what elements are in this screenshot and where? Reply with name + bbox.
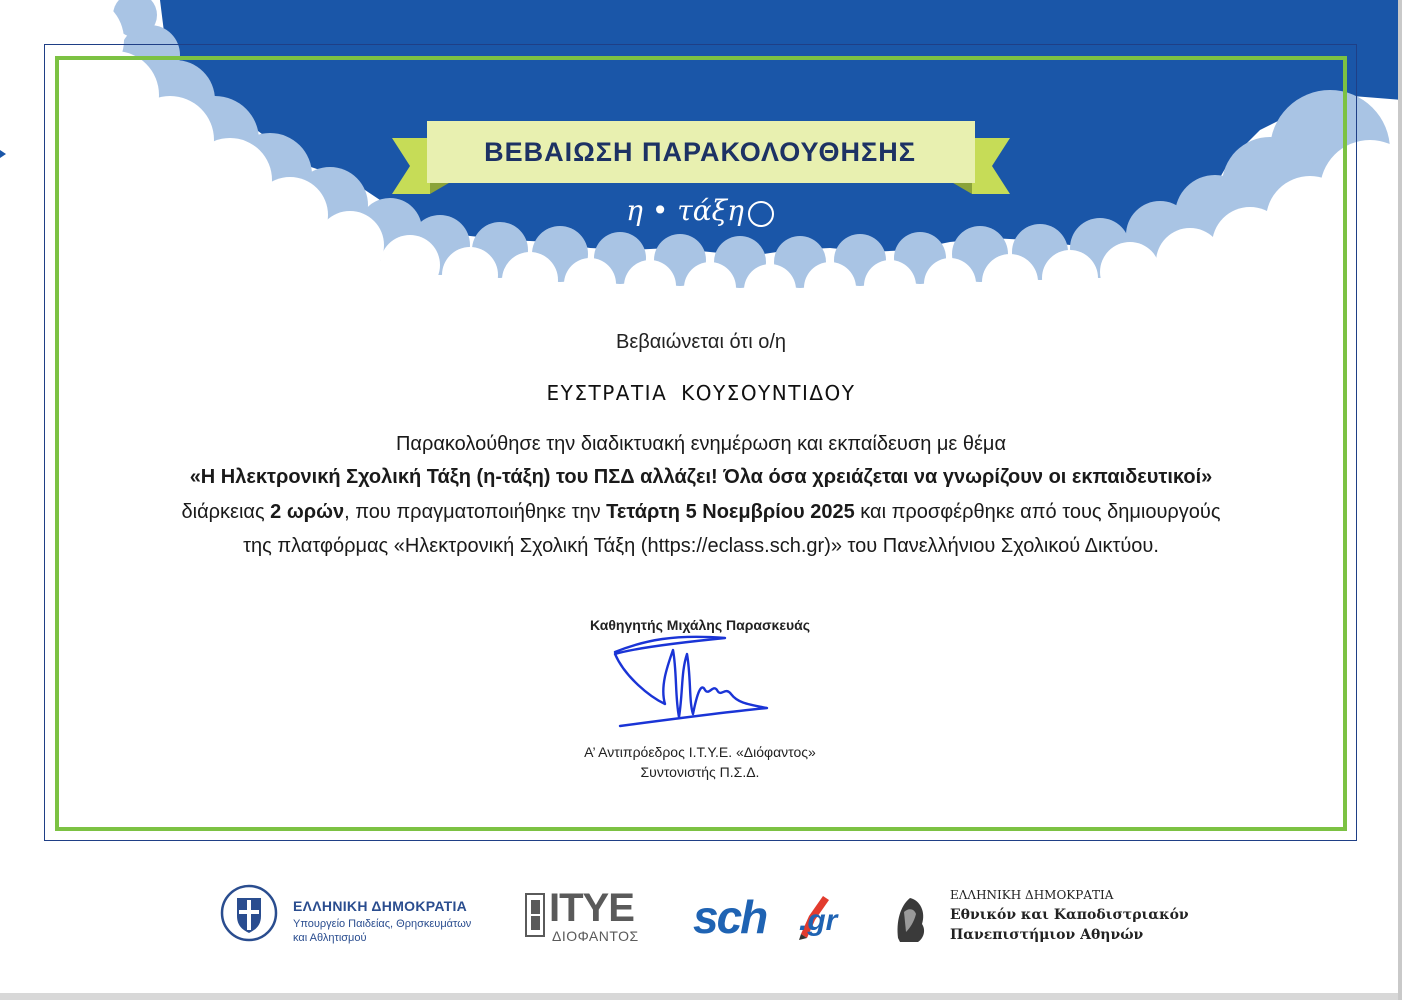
gr-suffix: .gr (799, 904, 838, 937)
body-line-3-suffix: και προσφέρθηκε από τους δημιουργούς (854, 501, 1221, 523)
university-name-line2: Πανεπιστήμιον Αθηνών (950, 927, 1144, 943)
bottom-edge (0, 993, 1402, 1000)
recipient-name: ΕΥΣΤΡΑΤΙΑ ΚΟΥΣΟΥΝΤΙΔΟΥ (546, 381, 856, 405)
signatory-title: Α’ Αντιπρόεδρος Ι.Τ.Υ.Ε. «Διόφαντος» (584, 744, 816, 760)
university-country: ΕΛΛΗΝΙΚΗ ΔΗΜΟΚΡΑΤΙΑ (950, 888, 1114, 902)
signatory-name: Καθηγητής Μιχάλης Παρασκευάς (589, 617, 811, 633)
training-date: Τετάρτη 5 Νοεμβρίου 2025 (606, 501, 855, 523)
eclass-logo-mark-icon (748, 201, 774, 227)
itye-word: ΙΤΥΕ (549, 886, 634, 930)
ministry-country: ΕΛΛΗΝΙΚΗ ΔΗΜΟΚΡΑΤΙΑ (293, 898, 468, 914)
ministry-name-line1: Υπουργείο Παιδείας, Θρησκευμάτων (293, 918, 472, 930)
eclass-logo (600, 190, 800, 230)
itye-sub: ΔΙΟΦΑΝΤΟΣ (552, 928, 639, 944)
itye-logo (525, 888, 645, 948)
ministry-logo (220, 884, 490, 948)
university-logo (892, 888, 1192, 948)
handwritten-signature (605, 632, 775, 732)
right-edge (1398, 0, 1402, 1000)
duration-prefix: διάρκειας (181, 501, 271, 523)
university-name-line1: Εθνικόν και Καποδιστριακόν (950, 907, 1189, 923)
athena-head-icon (892, 892, 928, 944)
signatory-role: Συντονιστής Π.Σ.Δ. (640, 764, 760, 780)
certificate-title: ΒΕΒΑΙΩΣΗ ΠΑΡΑΚΟΛΟΥΘΗΣΗΣ (484, 136, 916, 167)
eclass-logo-text: η • τάξη (626, 193, 744, 227)
duration: 2 ωρών (270, 501, 345, 523)
body-line-4: της πλατφόρμας «Ηλεκτρονική Σχολική Τάξη (https://eclass.sch.gr)» του Πανελλήνιου Σχολικού Δικτύου. (243, 535, 1159, 557)
diophantus-mark-icon (525, 892, 547, 938)
body-line-1: Παρακολούθησε την διαδικτυακή ενημέρωση και εκπαίδευση με θέμα (395, 433, 1007, 455)
training-topic: «Η Ηλεκτρονική Σχολική Τάξη (η-τάξη) του ΠΣΔ αλλάζει! Όλα όσα χρειάζεται να γνωρίζουν οι εκπαιδευτικοί» (189, 466, 1213, 488)
ministry-name-line2: και Αθλητισμού (293, 932, 367, 944)
attest-line: Βεβαιώνεται ότι ο/η (615, 331, 787, 353)
greek-coat-of-arms-icon (220, 884, 278, 942)
sch-word: sch (693, 891, 767, 943)
date-prefix: , που πραγματοποιήθηκε την (344, 501, 607, 523)
sch-gr-logo (693, 890, 853, 950)
body-line-3 (60, 501, 1342, 524)
